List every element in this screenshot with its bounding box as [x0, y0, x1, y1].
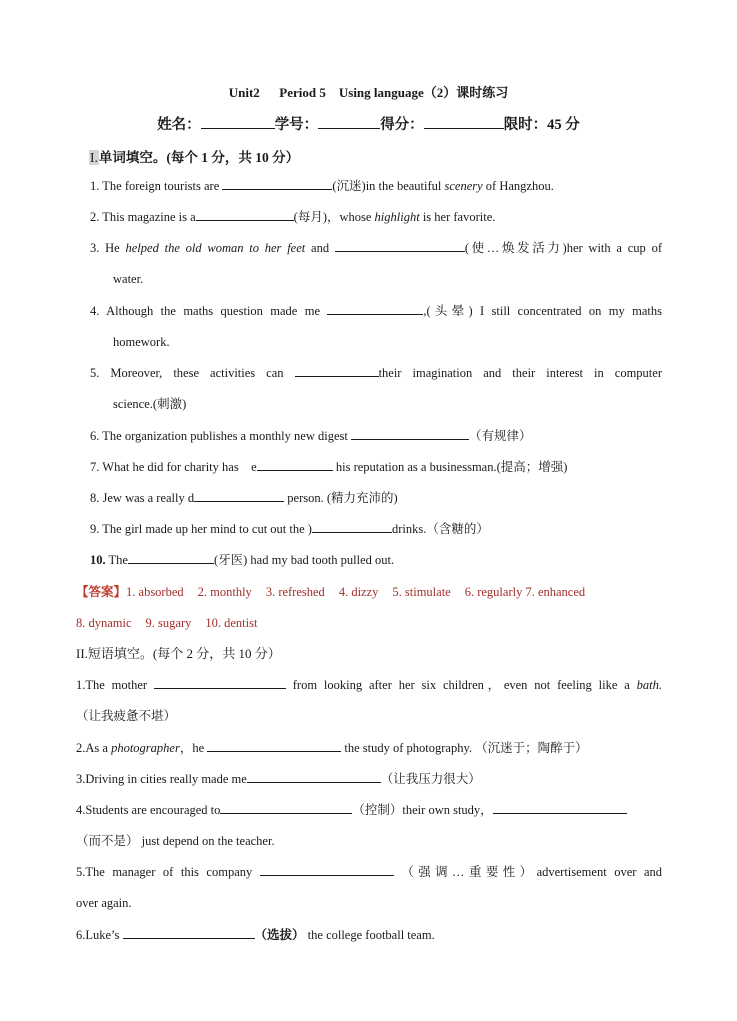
question-3: 3. He helped the old woman to her feet and (使…焕发活力)her with a cup of: [90, 241, 662, 255]
question-5-cont: science.(刺激): [113, 397, 187, 411]
phrase-question-4-cont: （而不是） just depend on the teacher.: [76, 834, 275, 848]
section1-heading: I.单词填空。(每个 1 分，共 10 分）: [90, 150, 300, 165]
question-9: 9. The girl made up her mind to cut out the ) drinks.（含糖的）: [90, 522, 489, 536]
answer-blank-1[interactable]: [222, 178, 332, 190]
section1-number: I.: [90, 150, 98, 165]
question-10: 10. The (牙医) had my bad tooth pulled out.: [90, 553, 395, 567]
answers-line-2: 8. dynamic 9. sugary 10. dentist: [76, 616, 258, 630]
answer-label: 【答案】: [76, 585, 127, 599]
phrase-blank-4a[interactable]: [220, 802, 352, 814]
phrase-blank-1[interactable]: [154, 677, 286, 689]
section2-heading: II.短语填空。(每个 2 分，共 10 分）: [76, 646, 281, 661]
time-label: 限时：45 分: [503, 117, 580, 133]
name-blank[interactable]: [201, 117, 275, 129]
phrase-question-1: 1.The mother from looking after her six children，even not feeling like a bath.: [76, 678, 662, 692]
question-7: 7. What he did for charity has e his reputation as a businessman.(提高；增强): [90, 460, 568, 474]
answer-blank-10[interactable]: [128, 552, 214, 564]
phrase-blank-4b[interactable]: [493, 802, 627, 814]
phrase-blank-6[interactable]: [123, 927, 255, 939]
answer-blank-2[interactable]: [196, 209, 294, 221]
student-info-line: [0, 113, 737, 134]
phrase-blank-5[interactable]: [260, 864, 394, 876]
answer-blank-4[interactable]: [327, 303, 423, 315]
answer-blank-8[interactable]: [194, 490, 284, 502]
question-4-cont: homework.: [113, 335, 170, 349]
question-6: 6. The organization publishes a monthly new digest （有规律）: [90, 429, 532, 443]
phrase-question-3: 3.Driving in cities really made me （让我压力很大）: [76, 772, 481, 786]
id-blank[interactable]: [318, 117, 380, 129]
answers-line-1: 【答案】1. absorbed 2. monthly 3. refreshed 4. dizzy 5. stimulate 6. regularly 7. enhanced: [76, 585, 586, 599]
answer-blank-6[interactable]: [351, 428, 469, 440]
phrase-question-2: 2.As a photographer，he the study of photography. （沉迷于；陶醉于）: [76, 741, 588, 755]
question-8: 8. Jew was a really d person. (精力充沛的): [90, 491, 398, 505]
question-4: 4. Although the maths question made me ,(头晕) I still concentrated on my maths: [90, 304, 662, 318]
name-label: 姓名：: [157, 117, 201, 133]
page-title: Unit2 Period 5 Using language（2）课时练习: [228, 85, 509, 100]
phrase-blank-2[interactable]: [207, 740, 341, 752]
question-5: 5. Moreover, these activities can their imagination and their interest in computer: [90, 366, 662, 380]
answer-blank-9[interactable]: [312, 521, 392, 533]
answer-blank-5[interactable]: [295, 365, 379, 377]
question-3-cont: water.: [113, 272, 144, 286]
phrase-blank-3[interactable]: [247, 771, 381, 783]
question-1: 1. The foreign tourists are (沉迷)in the beautiful scenery of Hangzhou.: [90, 179, 554, 193]
answer-blank-3[interactable]: [335, 240, 465, 252]
phrase-question-1-cont: （让我疲惫不堪）: [76, 709, 177, 723]
phrase-question-4: 4.Students are encouraged to （控制）their own study，: [76, 802, 627, 818]
phrase-question-5-cont: over again.: [76, 896, 132, 910]
phrase-question-5: 5.The manager of this company （强调…重要性）advertisement over and: [76, 865, 663, 879]
score-label: 得分：: [380, 117, 424, 133]
id-label: 学号：: [274, 117, 319, 133]
score-blank[interactable]: [424, 117, 504, 129]
phrase-question-6: 6.Luke’s （选拔） the college football team.: [76, 928, 435, 942]
question-2: 2. This magazine is a (每月)，whose highlight is her favorite.: [90, 210, 496, 224]
answer-blank-7[interactable]: [257, 459, 333, 471]
